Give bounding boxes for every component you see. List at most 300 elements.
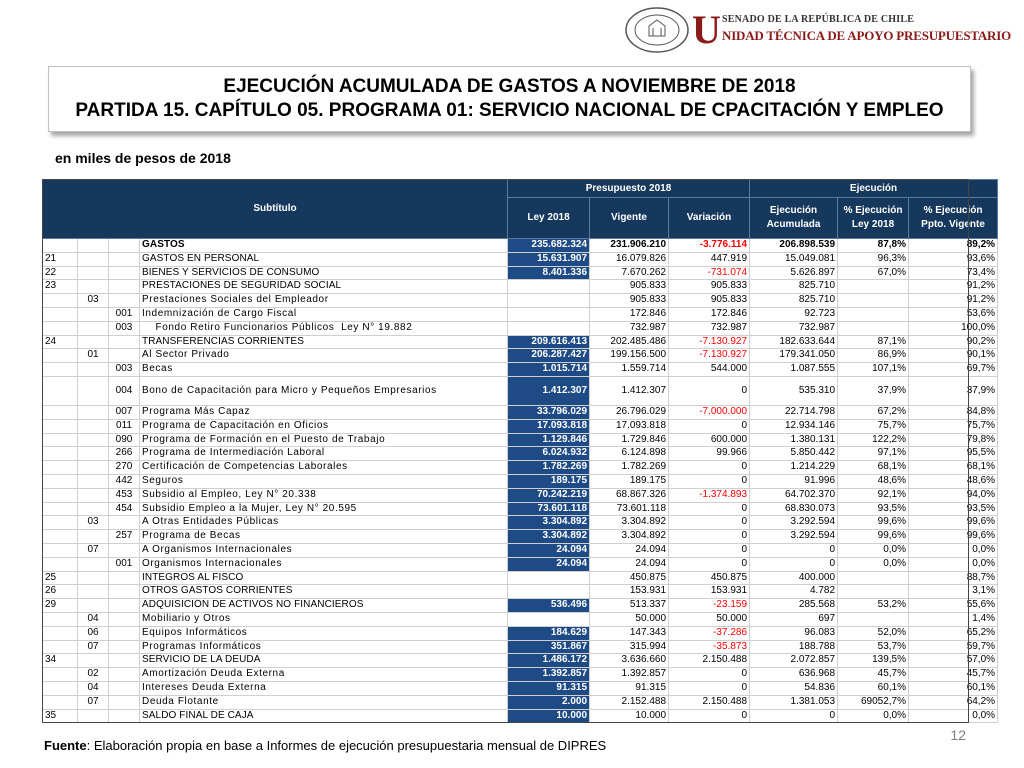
table-row	[43, 252, 998, 266]
row-ejecucion: 68.830.073	[750, 502, 838, 516]
row-variacion: 50.000	[669, 612, 750, 626]
row-ejecucion: 54.836	[750, 681, 838, 695]
row-pct-ley	[838, 321, 909, 335]
row-description: Subsidio Empleo a la Mujer, Ley N° 20.595	[140, 502, 508, 516]
row-vigente: 2.152.488	[590, 695, 669, 709]
row-variacion: 732.987	[669, 321, 750, 335]
row-subtitulo	[43, 557, 78, 571]
row-ley: 206.287.427	[508, 349, 590, 363]
table-row	[43, 516, 998, 530]
row-vigente: 450.875	[590, 571, 669, 585]
row-asignacion	[109, 681, 140, 695]
row-pct-ley: 45,7%	[838, 668, 909, 682]
row-pct-vigente: 0,0%	[909, 543, 998, 557]
row-ley	[508, 612, 590, 626]
logo-initial: U	[692, 7, 721, 52]
row-pct-vigente: 69,7%	[909, 363, 998, 377]
row-pct-vigente: 0,0%	[909, 557, 998, 571]
page-title: EJECUCIÓN ACUMULADA DE GASTOS A NOVIEMBRE DE 2018	[223, 76, 796, 97]
row-item	[78, 239, 109, 253]
row-pct-vigente: 45,7%	[909, 668, 998, 682]
table-row	[43, 668, 998, 682]
row-subtitulo	[43, 488, 78, 502]
row-description: INTEGROS AL FISCO	[140, 571, 508, 585]
row-ejecucion: 1.381.053	[750, 695, 838, 709]
row-pct-vigente: 65,2%	[909, 626, 998, 640]
row-vigente: 189.175	[590, 474, 669, 488]
row-asignacion	[109, 585, 140, 599]
row-item	[78, 307, 109, 321]
row-description: Indemnización de Cargo Fiscal	[140, 307, 508, 321]
table-row	[43, 280, 998, 294]
row-pct-vigente: 89,2%	[909, 239, 998, 253]
row-subtitulo	[43, 307, 78, 321]
row-description: Amortización Deuda Externa	[140, 668, 508, 682]
header-pct-vigente: % Ejecución Ppto. Vigente	[909, 198, 998, 239]
row-ley: 1.412.307	[508, 376, 590, 405]
row-ejecucion: 1.380.131	[750, 433, 838, 447]
row-asignacion	[109, 695, 140, 709]
row-ley: 3.304.892	[508, 516, 590, 530]
row-ejecucion: 188.788	[750, 640, 838, 654]
row-pct-vigente: 91,2%	[909, 280, 998, 294]
row-variacion: 0	[669, 461, 750, 475]
row-variacion: 0	[669, 516, 750, 530]
row-pct-ley	[838, 280, 909, 294]
row-variacion: -35.873	[669, 640, 750, 654]
row-subtitulo: 34	[43, 654, 78, 668]
logo-unit-text: NIDAD TÉCNICA DE APOYO PRESUPUESTARIO	[722, 28, 1011, 43]
table-body	[43, 239, 998, 723]
row-description: Becas	[140, 363, 508, 377]
row-description: GASTOS	[140, 239, 508, 253]
row-pct-vigente: 100,0%	[909, 321, 998, 335]
table-row	[43, 585, 998, 599]
row-ejecucion: 22.714.798	[750, 405, 838, 419]
row-vigente: 50.000	[590, 612, 669, 626]
row-item	[78, 266, 109, 280]
table-row	[43, 405, 998, 419]
row-subtitulo	[43, 294, 78, 308]
row-variacion: 905.833	[669, 294, 750, 308]
row-pct-ley: 67,2%	[838, 405, 909, 419]
row-vigente: 1.412.307	[590, 376, 669, 405]
row-asignacion	[109, 599, 140, 613]
row-vigente: 732.987	[590, 321, 669, 335]
table-row	[43, 419, 998, 433]
row-subtitulo	[43, 376, 78, 405]
table-row	[43, 654, 998, 668]
row-subtitulo: 29	[43, 599, 78, 613]
row-pct-vigente: 3,1%	[909, 585, 998, 599]
source-label: Fuente	[44, 738, 87, 753]
row-variacion: 905.833	[669, 280, 750, 294]
row-item	[78, 280, 109, 294]
row-asignacion: 001	[109, 557, 140, 571]
row-ley	[508, 585, 590, 599]
row-description: Seguros	[140, 474, 508, 488]
row-pct-vigente: 84,8%	[909, 405, 998, 419]
row-pct-vigente: 91,2%	[909, 294, 998, 308]
row-ejecucion: 535.310	[750, 376, 838, 405]
table-row	[43, 681, 998, 695]
row-ejecucion: 285.568	[750, 599, 838, 613]
row-item	[78, 474, 109, 488]
row-ley: 15.631.907	[508, 252, 590, 266]
row-item: 07	[78, 543, 109, 557]
row-item	[78, 405, 109, 419]
row-description: Equipos Informáticos	[140, 626, 508, 640]
row-ley: 6.024.932	[508, 447, 590, 461]
row-pct-ley: 87,1%	[838, 335, 909, 349]
row-pct-ley: 68,1%	[838, 461, 909, 475]
row-ley: 235.682.324	[508, 239, 590, 253]
row-vigente: 231.906.210	[590, 239, 669, 253]
row-ley: 33.796.029	[508, 405, 590, 419]
header-pct-ley: % Ejecución Ley 2018	[838, 198, 909, 239]
row-variacion: 153.931	[669, 585, 750, 599]
row-pct-vigente: 75,7%	[909, 419, 998, 433]
row-vigente: 24.094	[590, 557, 669, 571]
row-pct-vigente: 59,7%	[909, 640, 998, 654]
row-vigente: 6.124.898	[590, 447, 669, 461]
row-vigente: 513.337	[590, 599, 669, 613]
row-asignacion	[109, 516, 140, 530]
row-ley: 1.486.172	[508, 654, 590, 668]
row-description: Deuda Flotante	[140, 695, 508, 709]
row-vigente: 26.796.029	[590, 405, 669, 419]
row-subtitulo	[43, 474, 78, 488]
senate-seal-logo	[623, 6, 691, 54]
row-ejecucion: 1.087.555	[750, 363, 838, 377]
header-subtitulo: Subtítulo	[43, 180, 508, 239]
row-vigente: 199.156.500	[590, 349, 669, 363]
row-vigente: 1.559.714	[590, 363, 669, 377]
header-vigente: Vigente	[590, 198, 669, 239]
row-vigente: 202.485.486	[590, 335, 669, 349]
units-note: en miles de pesos de 2018	[55, 150, 231, 166]
row-subtitulo: 23	[43, 280, 78, 294]
row-vigente: 17.093.818	[590, 419, 669, 433]
row-vigente: 24.094	[590, 543, 669, 557]
table-row	[43, 433, 998, 447]
row-pct-ley: 99,6%	[838, 516, 909, 530]
row-variacion: -3.776.114	[669, 239, 750, 253]
row-variacion: -731.074	[669, 266, 750, 280]
row-ejecucion: 400.000	[750, 571, 838, 585]
row-item	[78, 433, 109, 447]
row-subtitulo	[43, 681, 78, 695]
row-ejecucion: 697	[750, 612, 838, 626]
row-asignacion	[109, 571, 140, 585]
table-row	[43, 363, 998, 377]
row-subtitulo	[43, 626, 78, 640]
table-row	[43, 709, 998, 723]
row-item: 01	[78, 349, 109, 363]
row-subtitulo	[43, 695, 78, 709]
row-ley: 351.867	[508, 640, 590, 654]
row-description: A Organismos Internacionales	[140, 543, 508, 557]
row-pct-ley	[838, 585, 909, 599]
row-variacion: 2.150.488	[669, 654, 750, 668]
row-vigente: 73.601.118	[590, 502, 669, 516]
row-pct-vigente: 93,5%	[909, 502, 998, 516]
table-row	[43, 447, 998, 461]
table-row	[43, 488, 998, 502]
table-row	[43, 612, 998, 626]
row-description: Intereses Deuda Externa	[140, 681, 508, 695]
row-description: SALDO FINAL DE CAJA	[140, 709, 508, 723]
row-variacion: -7.130.927	[669, 349, 750, 363]
row-subtitulo	[43, 363, 78, 377]
table-row	[43, 502, 998, 516]
row-item: 04	[78, 681, 109, 695]
page-subtitle: PARTIDA 15. CAPÍTULO 05. PROGRAMA 01: SERVICIO NACIONAL DE CPACITACIÓN Y EMPLEO	[75, 100, 944, 121]
row-ley: 91.315	[508, 681, 590, 695]
row-vigente: 3.304.892	[590, 516, 669, 530]
row-asignacion	[109, 239, 140, 253]
row-description: A Otras Entidades Públicas	[140, 516, 508, 530]
row-asignacion	[109, 294, 140, 308]
logo-senate-text: SENADO DE LA REPÚBLICA DE CHILE	[722, 14, 915, 25]
row-variacion: 99.966	[669, 447, 750, 461]
row-ley: 1.129.846	[508, 433, 590, 447]
row-description: Organismos Internacionales	[140, 557, 508, 571]
table-row	[43, 349, 998, 363]
row-ejecucion: 179.341.050	[750, 349, 838, 363]
row-ley: 3.304.892	[508, 530, 590, 544]
execution-table	[42, 179, 998, 723]
row-asignacion: 266	[109, 447, 140, 461]
row-asignacion	[109, 709, 140, 723]
row-pct-ley: 122,2%	[838, 433, 909, 447]
row-asignacion	[109, 612, 140, 626]
row-pct-vigente: 73,4%	[909, 266, 998, 280]
row-pct-ley: 0,0%	[838, 543, 909, 557]
row-pct-vigente: 48,6%	[909, 474, 998, 488]
row-item	[78, 252, 109, 266]
row-pct-vigente: 37,9%	[909, 376, 998, 405]
row-pct-vigente: 99,6%	[909, 516, 998, 530]
row-ejecucion: 636.968	[750, 668, 838, 682]
row-item	[78, 363, 109, 377]
table-row	[43, 335, 998, 349]
row-item	[78, 557, 109, 571]
row-ley: 17.093.818	[508, 419, 590, 433]
row-pct-vigente: 64,2%	[909, 695, 998, 709]
row-item	[78, 654, 109, 668]
row-subtitulo	[43, 640, 78, 654]
row-pct-vigente: 93,6%	[909, 252, 998, 266]
row-variacion: 0	[669, 557, 750, 571]
row-pct-vigente: 53,6%	[909, 307, 998, 321]
row-asignacion: 270	[109, 461, 140, 475]
header-ley: Ley 2018	[508, 198, 590, 239]
row-description: Bono de Capacitación para Micro y Pequeños Empresarios	[140, 376, 508, 405]
row-asignacion	[109, 626, 140, 640]
row-ley: 2.000	[508, 695, 590, 709]
row-item: 04	[78, 612, 109, 626]
table-row	[43, 474, 998, 488]
row-asignacion: 007	[109, 405, 140, 419]
row-item	[78, 599, 109, 613]
row-pct-vigente: 90,1%	[909, 349, 998, 363]
row-description: PRESTACIONES DE SEGURIDAD SOCIAL	[140, 280, 508, 294]
row-item	[78, 376, 109, 405]
row-vigente: 1.392.857	[590, 668, 669, 682]
row-variacion: 0	[669, 543, 750, 557]
row-pct-ley: 139,5%	[838, 654, 909, 668]
row-subtitulo	[43, 530, 78, 544]
row-asignacion: 003	[109, 321, 140, 335]
row-ley: 10.000	[508, 709, 590, 723]
table-row	[43, 543, 998, 557]
row-ejecucion: 2.072.857	[750, 654, 838, 668]
row-item: 02	[78, 668, 109, 682]
row-pct-ley	[838, 571, 909, 585]
row-item	[78, 502, 109, 516]
row-pct-vigente: 57,0%	[909, 654, 998, 668]
row-item	[78, 321, 109, 335]
row-item	[78, 709, 109, 723]
row-ejecucion: 64.702.370	[750, 488, 838, 502]
row-ejecucion: 91.996	[750, 474, 838, 488]
row-pct-ley: 93,5%	[838, 502, 909, 516]
row-variacion: -37.286	[669, 626, 750, 640]
row-asignacion	[109, 252, 140, 266]
row-subtitulo	[43, 321, 78, 335]
row-ley: 8.401.336	[508, 266, 590, 280]
row-description: ADQUISICIÓN DE ACTIVOS NO FINANCIEROS	[140, 599, 508, 613]
row-pct-ley: 48,6%	[838, 474, 909, 488]
row-ley: 24.094	[508, 543, 590, 557]
row-asignacion: 257	[109, 530, 140, 544]
row-variacion: 0	[669, 681, 750, 695]
row-description: OTROS GASTOS CORRIENTES	[140, 585, 508, 599]
row-pct-ley: 37,9%	[838, 376, 909, 405]
row-asignacion: 442	[109, 474, 140, 488]
row-description: Subsidio al Empleo, Ley N° 20.338	[140, 488, 508, 502]
row-description: Programas Informáticos	[140, 640, 508, 654]
row-variacion: 0	[669, 709, 750, 723]
row-ejecucion: 92.723	[750, 307, 838, 321]
row-subtitulo	[43, 543, 78, 557]
table-row	[43, 695, 998, 709]
row-pct-vigente: 0,0%	[909, 709, 998, 723]
row-ejecucion: 12.934.146	[750, 419, 838, 433]
row-ejecucion: 0	[750, 557, 838, 571]
table-row	[43, 321, 998, 335]
row-ejecucion: 825.710	[750, 280, 838, 294]
source-text: : Elaboración propia en base a Informes de ejecución presupuestaria mensual de DIPRES	[86, 738, 607, 753]
row-ejecucion: 5.850.442	[750, 447, 838, 461]
row-asignacion: 090	[109, 433, 140, 447]
row-variacion: 0	[669, 474, 750, 488]
row-ejecucion: 182.633.644	[750, 335, 838, 349]
row-pct-vigente: 55,6%	[909, 599, 998, 613]
row-item: 06	[78, 626, 109, 640]
row-ley: 1.015.714	[508, 363, 590, 377]
row-pct-ley	[838, 307, 909, 321]
row-pct-ley: 52,0%	[838, 626, 909, 640]
row-pct-ley: 86,9%	[838, 349, 909, 363]
row-asignacion	[109, 266, 140, 280]
row-pct-ley: 0,0%	[838, 709, 909, 723]
row-pct-vigente: 68,1%	[909, 461, 998, 475]
table-row	[43, 307, 998, 321]
table-row	[43, 376, 998, 405]
row-asignacion: 004	[109, 376, 140, 405]
row-description: Programa Más Capaz	[140, 405, 508, 419]
row-variacion: 172.846	[669, 307, 750, 321]
row-asignacion	[109, 654, 140, 668]
row-asignacion: 454	[109, 502, 140, 516]
row-pct-ley: 96,3%	[838, 252, 909, 266]
row-vigente: 153.931	[590, 585, 669, 599]
row-vigente: 905.833	[590, 280, 669, 294]
row-pct-ley: 97,1%	[838, 447, 909, 461]
row-subtitulo	[43, 349, 78, 363]
row-pct-ley: 87,8%	[838, 239, 909, 253]
row-ejecucion: 0	[750, 709, 838, 723]
row-ejecucion: 15.049.081	[750, 252, 838, 266]
row-ley: 1.782.269	[508, 461, 590, 475]
header-ejecucion-acumulada: Ejecución Acumulada	[750, 198, 838, 239]
row-ejecucion: 4.782	[750, 585, 838, 599]
row-vigente: 1.782.269	[590, 461, 669, 475]
row-description: Programa de Capacitación en Oficios	[140, 419, 508, 433]
row-item	[78, 585, 109, 599]
row-pct-ley: 92,1%	[838, 488, 909, 502]
row-item	[78, 335, 109, 349]
row-description: TRANSFERENCIAS CORRIENTES	[140, 335, 508, 349]
row-asignacion	[109, 668, 140, 682]
row-description: SERVICIO DE LA DEUDA	[140, 654, 508, 668]
row-asignacion: 453	[109, 488, 140, 502]
row-ley: 209.616.413	[508, 335, 590, 349]
row-variacion: 447.919	[669, 252, 750, 266]
header-ejecucion: Ejecución	[750, 180, 998, 198]
row-pct-vigente: 95,5%	[909, 447, 998, 461]
row-ejecucion: 5.626.897	[750, 266, 838, 280]
row-subtitulo: 21	[43, 252, 78, 266]
table-row	[43, 461, 998, 475]
row-pct-vigente: 90,2%	[909, 335, 998, 349]
row-ley: 24.094	[508, 557, 590, 571]
row-subtitulo: 26	[43, 585, 78, 599]
row-asignacion	[109, 543, 140, 557]
slide-number: 12	[950, 727, 966, 743]
row-vigente: 172.846	[590, 307, 669, 321]
row-variacion: 0	[669, 502, 750, 516]
row-pct-ley: 75,7%	[838, 419, 909, 433]
row-subtitulo	[43, 668, 78, 682]
row-variacion: 0	[669, 376, 750, 405]
row-item	[78, 488, 109, 502]
table-row	[43, 599, 998, 613]
row-pct-ley: 60,1%	[838, 681, 909, 695]
row-pct-vigente: 99,6%	[909, 530, 998, 544]
table-row	[43, 239, 998, 253]
row-variacion: 450.875	[669, 571, 750, 585]
table-row	[43, 294, 998, 308]
row-pct-ley: 107,1%	[838, 363, 909, 377]
row-item	[78, 419, 109, 433]
row-subtitulo	[43, 447, 78, 461]
row-vigente: 68.867.326	[590, 488, 669, 502]
row-subtitulo	[43, 502, 78, 516]
row-subtitulo: 25	[43, 571, 78, 585]
